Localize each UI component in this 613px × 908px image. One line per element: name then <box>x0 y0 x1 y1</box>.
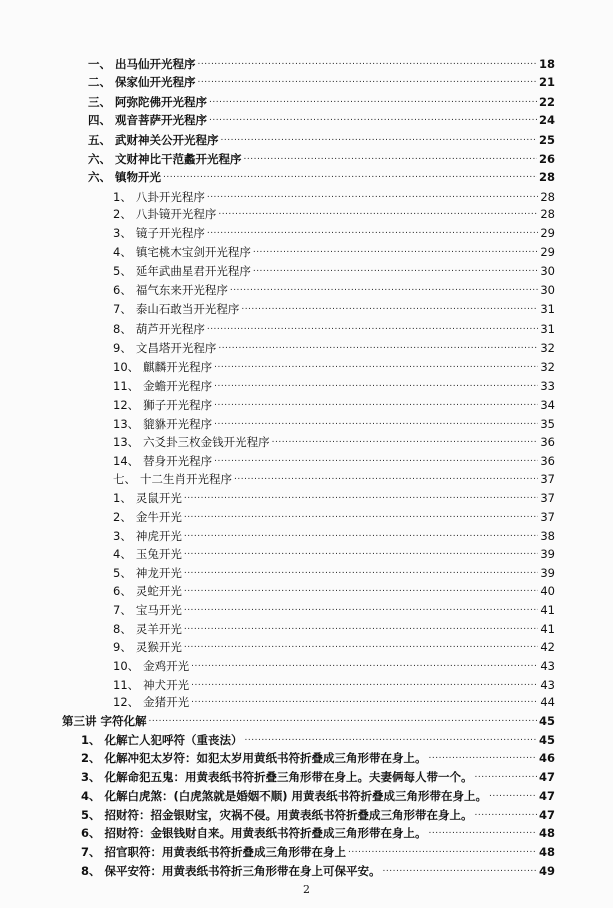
toc-entry-title: 保家仙开光程序 <box>115 75 196 89</box>
toc-leader-dots <box>475 806 537 825</box>
toc-entry-title: 化解冲犯太岁符：如犯太岁用黄纸书符折叠成三角形带在身上。 <box>104 751 427 765</box>
toc-entry-number: 10、 <box>113 360 140 374</box>
toc-entry-page: 43 <box>540 659 555 673</box>
toc-entry-number: 8、 <box>81 864 101 878</box>
toc-entry[interactable] <box>113 433 555 452</box>
toc-entry-number: 4、 <box>113 547 132 561</box>
toc-leader-dots <box>184 601 539 620</box>
toc-entry[interactable] <box>113 638 555 657</box>
toc-entry-page: 31 <box>540 302 555 316</box>
toc-leader-dots <box>272 433 539 452</box>
toc-leader-dots <box>253 243 539 262</box>
toc-entry-number: 11、 <box>113 379 140 393</box>
toc-entry-number: 13、 <box>113 435 140 449</box>
toc-entry-page: 47 <box>538 808 555 822</box>
toc-entry-number: 9、 <box>113 341 132 355</box>
toc-entry-number: 12、 <box>113 398 140 412</box>
toc-entry-page: 45 <box>538 733 555 747</box>
toc-entry-title: 神龙开光 <box>135 566 182 580</box>
toc-leader-dots <box>198 55 537 74</box>
toc-entry-title: 化解命犯五鬼：用黄表纸书符折叠三角形带在身上。夫妻俩每人带一个。 <box>104 770 473 784</box>
toc-leader-dots <box>191 657 538 676</box>
toc-entry-page: 47 <box>538 770 555 784</box>
toc-entry-title: 文昌塔开光程序 <box>135 341 217 355</box>
toc-leader-dots <box>207 320 539 339</box>
toc-entry-number: 5、 <box>113 264 132 278</box>
toc-entry-page: 48 <box>538 826 555 840</box>
toc-leader-dots <box>221 131 537 150</box>
toc-entry-page: 30 <box>540 264 555 278</box>
toc-entry[interactable] <box>88 73 555 92</box>
toc-entry-number: 9、 <box>113 640 132 654</box>
toc-entry[interactable] <box>113 564 555 583</box>
toc-entry[interactable] <box>113 415 555 434</box>
toc-entry-number: 六、 <box>88 152 111 166</box>
toc-entry-number: 六、 <box>88 170 111 184</box>
toc-entry[interactable] <box>113 243 555 262</box>
toc-entry-page: 34 <box>540 398 555 412</box>
toc-entry-number: 7、 <box>113 603 132 617</box>
toc-leader-dots <box>214 452 538 471</box>
toc-leader-dots <box>207 224 539 243</box>
toc-entry-title: 镇物开光 <box>115 170 161 184</box>
toc-entry-number: 10、 <box>113 659 140 673</box>
toc-entry-page: 32 <box>540 360 555 374</box>
toc-entry-page: 37 <box>540 510 555 524</box>
toc-leader-dots <box>184 620 539 639</box>
toc-entry[interactable] <box>113 601 555 620</box>
toc-entry-title: 化解亡人犯呼符（重丧法） <box>104 733 243 747</box>
toc-entry-page: 29 <box>540 226 555 240</box>
toc-entry[interactable] <box>81 768 555 787</box>
toc-entry-page: 44 <box>540 695 555 709</box>
toc-entry-page: 21 <box>538 75 555 89</box>
toc-leader-dots <box>214 415 538 434</box>
toc-leader-dots <box>191 693 538 712</box>
toc-entry-page: 29 <box>540 245 555 259</box>
toc-entry-title: 狮子开光程序 <box>143 398 213 412</box>
toc-entry-page: 42 <box>540 640 555 654</box>
toc-leader-dots <box>429 749 537 768</box>
toc-entry[interactable] <box>113 693 555 712</box>
toc-entry-page: 46 <box>538 751 555 765</box>
toc-entry-number: 三、 <box>88 95 111 109</box>
toc-leader-dots <box>475 768 537 787</box>
toc-leader-dots <box>245 731 537 750</box>
toc-entry-number: 2、 <box>113 207 132 221</box>
toc-leader-dots <box>163 168 537 187</box>
toc-entry[interactable] <box>113 582 555 601</box>
toc-entry[interactable] <box>88 111 555 130</box>
toc-entry-page: 25 <box>538 133 555 147</box>
toc-entry-title: 六爻卦三枚金钱开光程序 <box>143 435 270 449</box>
toc-leader-dots <box>184 489 539 508</box>
toc-leader-dots <box>214 358 538 377</box>
toc-entry[interactable] <box>81 731 555 750</box>
toc-entry-page: 36 <box>540 435 555 449</box>
toc-entry-number: 4、 <box>113 245 132 259</box>
toc-entry-number: 1、 <box>113 190 132 204</box>
toc-leader-dots <box>383 862 537 881</box>
toc-leader-dots <box>214 396 538 415</box>
toc-leader-dots <box>209 93 537 112</box>
toc-entry[interactable] <box>113 339 555 358</box>
toc-entry-title: 金蟾开光程序 <box>143 379 213 393</box>
toc-entry-title: 神犬开光 <box>143 678 190 692</box>
toc-entry-page: 32 <box>540 341 555 355</box>
toc-entry-title: 灵羊开光 <box>135 622 182 636</box>
toc-entry-number: 5、 <box>113 566 132 580</box>
toc-entry-number: 4、 <box>81 789 101 803</box>
toc-entry-number: 二、 <box>88 75 111 89</box>
toc-leader-dots <box>184 564 539 583</box>
toc-entry-title: 金牛开光 <box>135 510 182 524</box>
toc-entry-number: 2、 <box>81 751 101 765</box>
toc-entry-page: 28 <box>538 170 555 184</box>
toc-entry[interactable] <box>113 545 555 564</box>
toc-entry[interactable] <box>113 396 555 415</box>
toc-entry-page: 49 <box>538 864 555 878</box>
toc-entry[interactable] <box>113 320 555 339</box>
toc-leader-dots <box>489 787 537 806</box>
toc-entry[interactable] <box>113 470 555 489</box>
toc-entry-title: 招官职符：用黄表纸书符折叠成三角形带在身上 <box>104 845 347 859</box>
toc-entry[interactable] <box>88 131 555 150</box>
toc-entry-title: 观音菩萨开光程序 <box>115 113 207 127</box>
toc-entry[interactable] <box>88 93 555 112</box>
toc-entry-title: 招财符：招金银财宝，灾祸不侵。用黄表纸书符折叠成三角形带在身上。 <box>104 808 473 822</box>
toc-entry-title: 字符化解 <box>100 714 147 728</box>
toc-entry-page: 47 <box>538 789 555 803</box>
toc-entry-number: 四、 <box>88 113 111 127</box>
toc-entry-number: 7、 <box>81 845 101 859</box>
toc-entry[interactable] <box>113 281 555 300</box>
toc-entry[interactable] <box>113 205 555 224</box>
toc-entry[interactable] <box>113 452 555 471</box>
toc-entry-page: 26 <box>538 152 555 166</box>
toc-entry-title: 葫芦开光程序 <box>135 322 205 336</box>
toc-entry-title: 玉兔开光 <box>135 547 182 561</box>
toc-entry-title: 福气东来开光程序 <box>135 283 228 297</box>
toc-leader-dots <box>184 638 539 657</box>
toc-entry[interactable] <box>88 168 555 187</box>
toc-entry-number: 12、 <box>113 695 140 709</box>
toc-entry-title: 保平安符：用黄表纸书符折三角形带在身上可保平安。 <box>104 864 381 878</box>
toc-entry-title: 八卦开光程序 <box>135 190 205 204</box>
toc-entry-page: 41 <box>540 603 555 617</box>
toc-entry[interactable] <box>62 712 555 731</box>
toc-entry-page: 28 <box>540 207 555 221</box>
toc-entry[interactable] <box>81 787 555 806</box>
toc-entry-page: 45 <box>538 714 555 728</box>
toc-entry-page: 39 <box>540 547 555 561</box>
toc-entry[interactable] <box>113 262 555 281</box>
toc-entry[interactable] <box>113 508 555 527</box>
toc-entry-title: 金鸡开光 <box>143 659 190 673</box>
toc-entry-title: 镇宅桃木宝剑开光程序 <box>135 245 251 259</box>
toc-entry[interactable] <box>113 620 555 639</box>
toc-entry-title: 替身开光程序 <box>143 454 213 468</box>
toc-leader-dots <box>348 843 537 862</box>
toc-entry-number: 13、 <box>113 417 140 431</box>
toc-entry-page: 40 <box>540 584 555 598</box>
toc-entry-title: 貔貅开光程序 <box>143 417 213 431</box>
toc-entry-page: 18 <box>538 57 555 71</box>
page-number: 2 <box>303 883 310 896</box>
toc-leader-dots <box>149 712 537 731</box>
toc-entry-title: 化解白虎煞：(白虎煞就是婚姻不顺) 用黄表纸书符折叠成三角形带在身上。 <box>104 789 488 803</box>
toc-entry-page: 41 <box>540 622 555 636</box>
toc-entry[interactable] <box>88 55 555 74</box>
toc-entry-title: 十二生肖开光程序 <box>140 472 232 486</box>
toc-entry-number: 6、 <box>113 283 132 297</box>
toc-entry-title: 出马仙开光程序 <box>115 57 196 71</box>
toc-entry-number: 14、 <box>113 454 140 468</box>
toc-entry-page: 33 <box>540 379 555 393</box>
toc-entry[interactable] <box>88 150 555 169</box>
toc-entry-number: 5、 <box>81 808 101 822</box>
toc-leader-dots <box>209 111 537 130</box>
toc-leader-dots <box>218 339 538 358</box>
toc-entry-number: 1、 <box>113 491 132 505</box>
toc-entry[interactable] <box>81 843 555 862</box>
toc-leader-dots <box>184 527 539 546</box>
toc-entry-title: 延年武曲星君开光程序 <box>135 264 251 278</box>
toc-leader-dots <box>241 300 538 319</box>
toc-entry-number: 2、 <box>113 510 132 524</box>
toc-entry-title: 武财神关公开光程序 <box>115 133 219 147</box>
toc-entry-title: 金猪开光 <box>143 695 190 709</box>
toc-entry-title: 灵鼠开光 <box>135 491 182 505</box>
toc-leader-dots <box>184 582 539 601</box>
toc-entry-title: 麒麟开光程序 <box>143 360 213 374</box>
toc-leader-dots <box>184 545 539 564</box>
toc-entry-title: 文财神比干范蠡开光程序 <box>115 152 242 166</box>
toc-leader-dots <box>218 205 538 224</box>
toc-leader-dots <box>429 824 537 843</box>
toc-entry-number: 8、 <box>113 322 132 336</box>
toc-entry[interactable] <box>113 657 555 676</box>
toc-entry[interactable] <box>81 862 555 881</box>
toc-entry-title: 宝马开光 <box>135 603 182 617</box>
toc-entry-page: 38 <box>540 529 555 543</box>
toc-entry-number: 3、 <box>113 226 132 240</box>
toc-entry[interactable] <box>113 527 555 546</box>
toc-leader-dots <box>244 150 537 169</box>
toc-entry-page: 37 <box>540 472 555 486</box>
toc-entry-title: 灵蛇开光 <box>135 584 182 598</box>
toc-entry-number: 五、 <box>88 133 111 147</box>
toc-entry-page: 30 <box>540 283 555 297</box>
toc-entry-number: 3、 <box>113 529 132 543</box>
toc-entry-title: 泰山石敢当开光程序 <box>135 302 240 316</box>
toc-leader-dots <box>198 73 537 92</box>
toc-entry-page: 36 <box>540 454 555 468</box>
toc-entry-number: 8、 <box>113 622 132 636</box>
toc-leader-dots <box>253 262 539 281</box>
toc-entry-title: 阿弥陀佛开光程序 <box>115 95 207 109</box>
toc-entry-page: 35 <box>540 417 555 431</box>
toc-entry-page: 48 <box>538 845 555 859</box>
toc-entry-page: 31 <box>540 322 555 336</box>
toc-entry-number: 一、 <box>88 57 111 71</box>
toc-entry[interactable] <box>113 377 555 396</box>
toc-entry[interactable] <box>113 358 555 377</box>
toc-leader-dots <box>234 470 538 489</box>
toc-entry[interactable] <box>113 489 555 508</box>
toc-entry-page: 37 <box>540 491 555 505</box>
toc-entry-page: 43 <box>540 678 555 692</box>
toc-entry-number: 第三讲 <box>62 714 97 728</box>
toc-entry[interactable] <box>81 806 555 825</box>
toc-leader-dots <box>184 508 539 527</box>
toc-entry-title: 灵猴开光 <box>135 640 182 654</box>
toc-entry-number: 6、 <box>81 826 101 840</box>
toc-entry[interactable] <box>81 749 555 768</box>
toc-entry-page: 39 <box>540 566 555 580</box>
toc-leader-dots <box>214 377 538 396</box>
toc-entry[interactable] <box>113 300 555 319</box>
toc-entry-number: 七、 <box>113 472 136 486</box>
toc-entry[interactable] <box>81 824 555 843</box>
toc-entry-number: 6、 <box>113 584 132 598</box>
toc-entry-title: 镜子开光程序 <box>135 226 205 240</box>
toc-entry-number: 3、 <box>81 770 101 784</box>
toc-entry-number: 7、 <box>113 302 132 316</box>
toc-entry-page: 28 <box>540 190 555 204</box>
toc-entry-title: 八卦镜开光程序 <box>135 207 217 221</box>
toc-entry-title: 招财符：金银钱财自来。用黄表纸书符折叠成三角形带在身上。 <box>104 826 427 840</box>
toc-entry[interactable] <box>113 224 555 243</box>
toc-entry-page: 22 <box>538 95 555 109</box>
toc-entry-title: 神虎开光 <box>135 529 182 543</box>
toc-entry-number: 1、 <box>81 733 101 747</box>
toc-entry-number: 11、 <box>113 678 140 692</box>
toc-leader-dots <box>230 281 539 300</box>
toc-entry-page: 24 <box>538 113 555 127</box>
